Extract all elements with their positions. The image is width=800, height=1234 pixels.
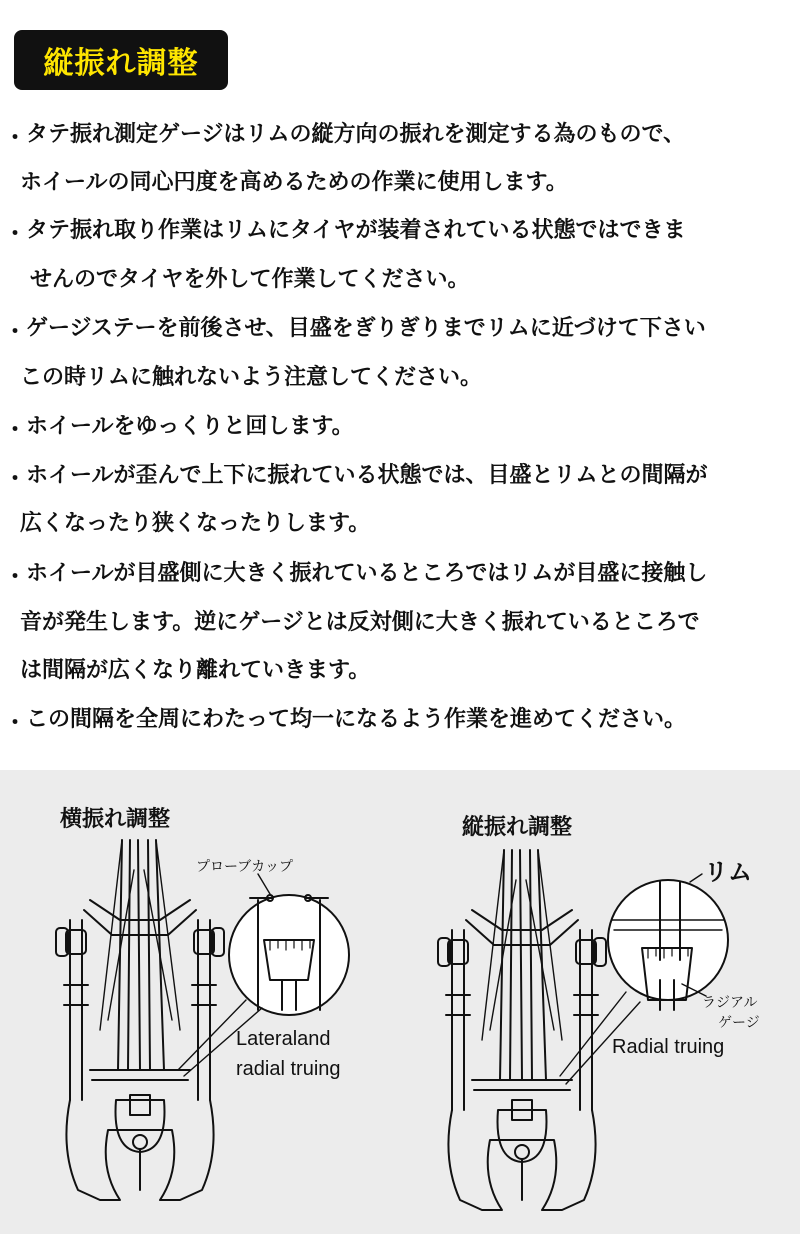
instruction-4-line-1: ホイールをゆっくりと回します。 bbox=[26, 414, 354, 439]
left-truing-stand-drawing bbox=[56, 840, 349, 1200]
bullet-mark: ・ bbox=[4, 320, 27, 345]
bullet-mark: ・ bbox=[4, 418, 27, 443]
left-diagram-title: 横振れ調整 bbox=[60, 807, 171, 832]
instruction-7-line-1: この間隔を全周にわたって均一になるよう作業を進めてください。 bbox=[26, 707, 687, 732]
truing-stand-illustrations bbox=[0, 770, 800, 1234]
bullet-mark: ・ bbox=[4, 467, 27, 492]
instruction-6-line-3: は間隔が広くなり離れていきます。 bbox=[20, 658, 371, 683]
probe-cup-label: プローブカップ bbox=[196, 859, 294, 875]
instruction-1-line-1: タテ振れ測定ゲージはリムの縦方向の振れを測定する為のもので、 bbox=[26, 122, 686, 147]
instruction-2-line-2: せんのでタイヤを外して作業してください。 bbox=[30, 267, 470, 292]
right-truing-stand-drawing bbox=[438, 850, 728, 1210]
bullet-mark: ・ bbox=[4, 126, 27, 151]
bullet-mark: ・ bbox=[4, 222, 27, 247]
instruction-1-line-2: ホイールの同心円度を高めるための作業に使用します。 bbox=[20, 170, 568, 195]
bullet-mark: ・ bbox=[4, 711, 27, 736]
instruction-3-line-1: ゲージステーを前後させ、目盛をぎりぎりまでリムに近づけて下さい bbox=[26, 316, 706, 341]
instruction-3-line-2: この時リムに触れないよう注意してください。 bbox=[20, 365, 483, 390]
radial-gauge-label-line-1: ラジアル bbox=[702, 995, 758, 1011]
radial-gauge-label-line-2: ゲージ bbox=[718, 1015, 760, 1031]
instruction-5-line-2: 広くなったり狭くなったりします。 bbox=[20, 511, 371, 536]
instruction-6-line-1: ホイールが目盛側に大きく振れているところではリムが目盛に接触し bbox=[26, 561, 708, 586]
rim-label: リム bbox=[704, 858, 752, 886]
instruction-2-line-1: タテ振れ取り作業はリムにタイヤが装着されている状態ではできま bbox=[26, 218, 686, 243]
instruction-6-line-2: 音が発生します。逆にゲージとは反対側に大きく振れているところで bbox=[20, 610, 700, 635]
section-title-badge bbox=[14, 30, 228, 90]
bullet-mark: ・ bbox=[4, 565, 27, 590]
section-title: 縦振れ調整 bbox=[43, 46, 199, 81]
left-caption-line-2: radial truing bbox=[236, 1058, 341, 1080]
right-caption: Radial truing bbox=[612, 1036, 725, 1058]
right-diagram-title: 縦振れ調整 bbox=[462, 815, 573, 840]
instruction-5-line-1: ホイールが歪んで上下に振れている状態では、目盛とリムとの間隔が bbox=[26, 463, 708, 488]
diagram-panel bbox=[0, 770, 800, 1234]
left-caption-line-1: Lateraland bbox=[236, 1028, 331, 1050]
